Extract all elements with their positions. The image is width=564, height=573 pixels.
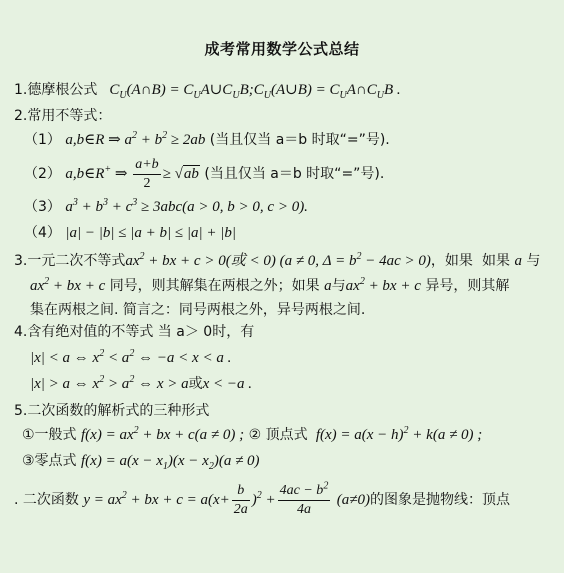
inequality-1 <box>24 130 390 150</box>
inequality-2-note: (当且仅当 a＝b 时取“=”号). <box>204 166 385 182</box>
quadratic-inequality-line-2 <box>30 276 509 296</box>
inequality-2 <box>24 156 384 193</box>
text: 异号，则其解 <box>425 278 510 294</box>
text: 与 <box>521 253 541 269</box>
quadratic-inequality-line-3 <box>30 300 365 320</box>
section-6-label: . 二次函数 <box>14 492 79 508</box>
fraction: $\frac{a+b}{2}$ <box>135 157 159 192</box>
text: 集在两根之间. 简言之：同号两根之外，异号两根之间. <box>30 302 366 318</box>
zero-form-formula: $f(x) = a(x - x_1)(x - x_2)(a \ne 0)$ <box>81 453 260 472</box>
quadratic-inequality-line-1b <box>482 251 540 271</box>
var-a: a <box>514 253 522 269</box>
demorgan-line <box>14 80 401 100</box>
inequality-4 <box>24 223 236 243</box>
inequality-1-formula: a,b∈R ⇒ $a^2 + b^2 \ge 2ab$ <box>65 130 206 148</box>
text: 同号，则其解集在两根之外；如果 <box>109 278 320 294</box>
quadratic-expr-3: $ax^2$ + bx + c <box>345 276 421 294</box>
demorgan-label: 1.德摩根公式 <box>14 82 98 98</box>
abs-formula-2b: x < −a . <box>202 376 252 392</box>
quadratic-forms-heading <box>14 401 209 421</box>
inequalities-heading <box>14 106 111 126</box>
section-3-label: 3.一元二次不等式 <box>14 253 126 269</box>
inequality-1-note: (当且仅当 a＝b 时取“=”号). <box>209 132 390 148</box>
general-form-formula: $f(x) = ax^2$ + bx + c(a ≠ 0) ; <box>81 425 245 443</box>
text: 或 <box>188 376 203 392</box>
vertex-form-formula: $f(x) = a(x - h)^2 + k(a \ne 0)$ ; <box>312 425 483 443</box>
parabola-formula: $y = ax^2$ + bx + c = a(x+ $\frac{b}{2a}$ )$^2$ + $\frac{4ac - b^2}{4a}$ <box>83 480 329 518</box>
text: 如果 <box>482 253 515 269</box>
text: ，如果 <box>430 253 473 269</box>
text: 与 <box>331 278 346 294</box>
absolute-inequality-1 <box>30 348 231 368</box>
section-5-label: 5.二次函数的解析式的三种形式 <box>14 403 210 419</box>
item-number: （1） <box>24 132 61 148</box>
vertex-form-label: ② 顶点式 <box>248 427 308 443</box>
quadratic-expr-2: a <box>324 278 332 294</box>
inequality-3-formula: $a^3 + b^3 + c^3 \ge 3abc(a > 0$, b > 0, c > 0). <box>65 197 308 215</box>
fraction: $\frac{4ac - b^2}{4a}$ <box>279 480 329 518</box>
quadratic-forms-line-2 <box>22 451 260 471</box>
parabola-line <box>14 478 510 522</box>
fraction: $\frac{b}{2a}$ <box>233 483 248 518</box>
demorgan-formula: $C_U(A\cap B)$ = $C_UA\cup C_UB;C_U(A\cup B)$ = $C_UA\cap C_UB$ . <box>101 82 401 101</box>
absolute-inequality-2 <box>30 374 252 394</box>
quadratic-forms-line-1 <box>22 425 482 445</box>
item-number: （4） <box>24 225 61 241</box>
item-number: （2） <box>24 166 61 182</box>
quadratic-inequality-line-1 <box>14 251 473 271</box>
parabola-text: 的图象是抛物线：顶点 <box>370 492 510 508</box>
abs-formula-1: |x| < a ⇔ $x^2 < a^2$ ⇔ −a < x < a . <box>30 348 232 366</box>
inequality-3 <box>24 197 308 217</box>
quadratic-expr: $ax^2$ + bx + c <box>30 276 106 294</box>
inequality-4-formula: |a| − |b| ≤ |a + b| ≤ |a| + |b| <box>65 225 236 241</box>
section-4-label: 4.含有绝对值的不等式 当 a＞ 0时，有 <box>14 324 255 340</box>
general-form-label: ①一般式 <box>22 427 77 443</box>
inequality-2-formula: a,b∈R+ ⇒ $\frac{a+b}{2}$ ≥ √ab <box>65 157 199 192</box>
absolute-inequality-heading <box>14 322 254 342</box>
parabola-condition: (a≠0) <box>336 492 370 508</box>
inequalities-label: 2.常用不等式： <box>14 108 112 124</box>
page-title: 成考常用数学公式总结 <box>204 40 360 58</box>
quadratic-inequality-formula: $ax^2$ + bx + c > 0(或 < 0) (a ≠ 0, $\Delta = b^2 - 4ac > 0$) <box>125 251 431 269</box>
abs-formula-2: |x| > a ⇔ $x^2 > a^2$ ⇔ x > a <box>30 374 189 392</box>
item-number: （3） <box>24 199 61 215</box>
zero-form-label: ③零点式 <box>22 453 77 469</box>
